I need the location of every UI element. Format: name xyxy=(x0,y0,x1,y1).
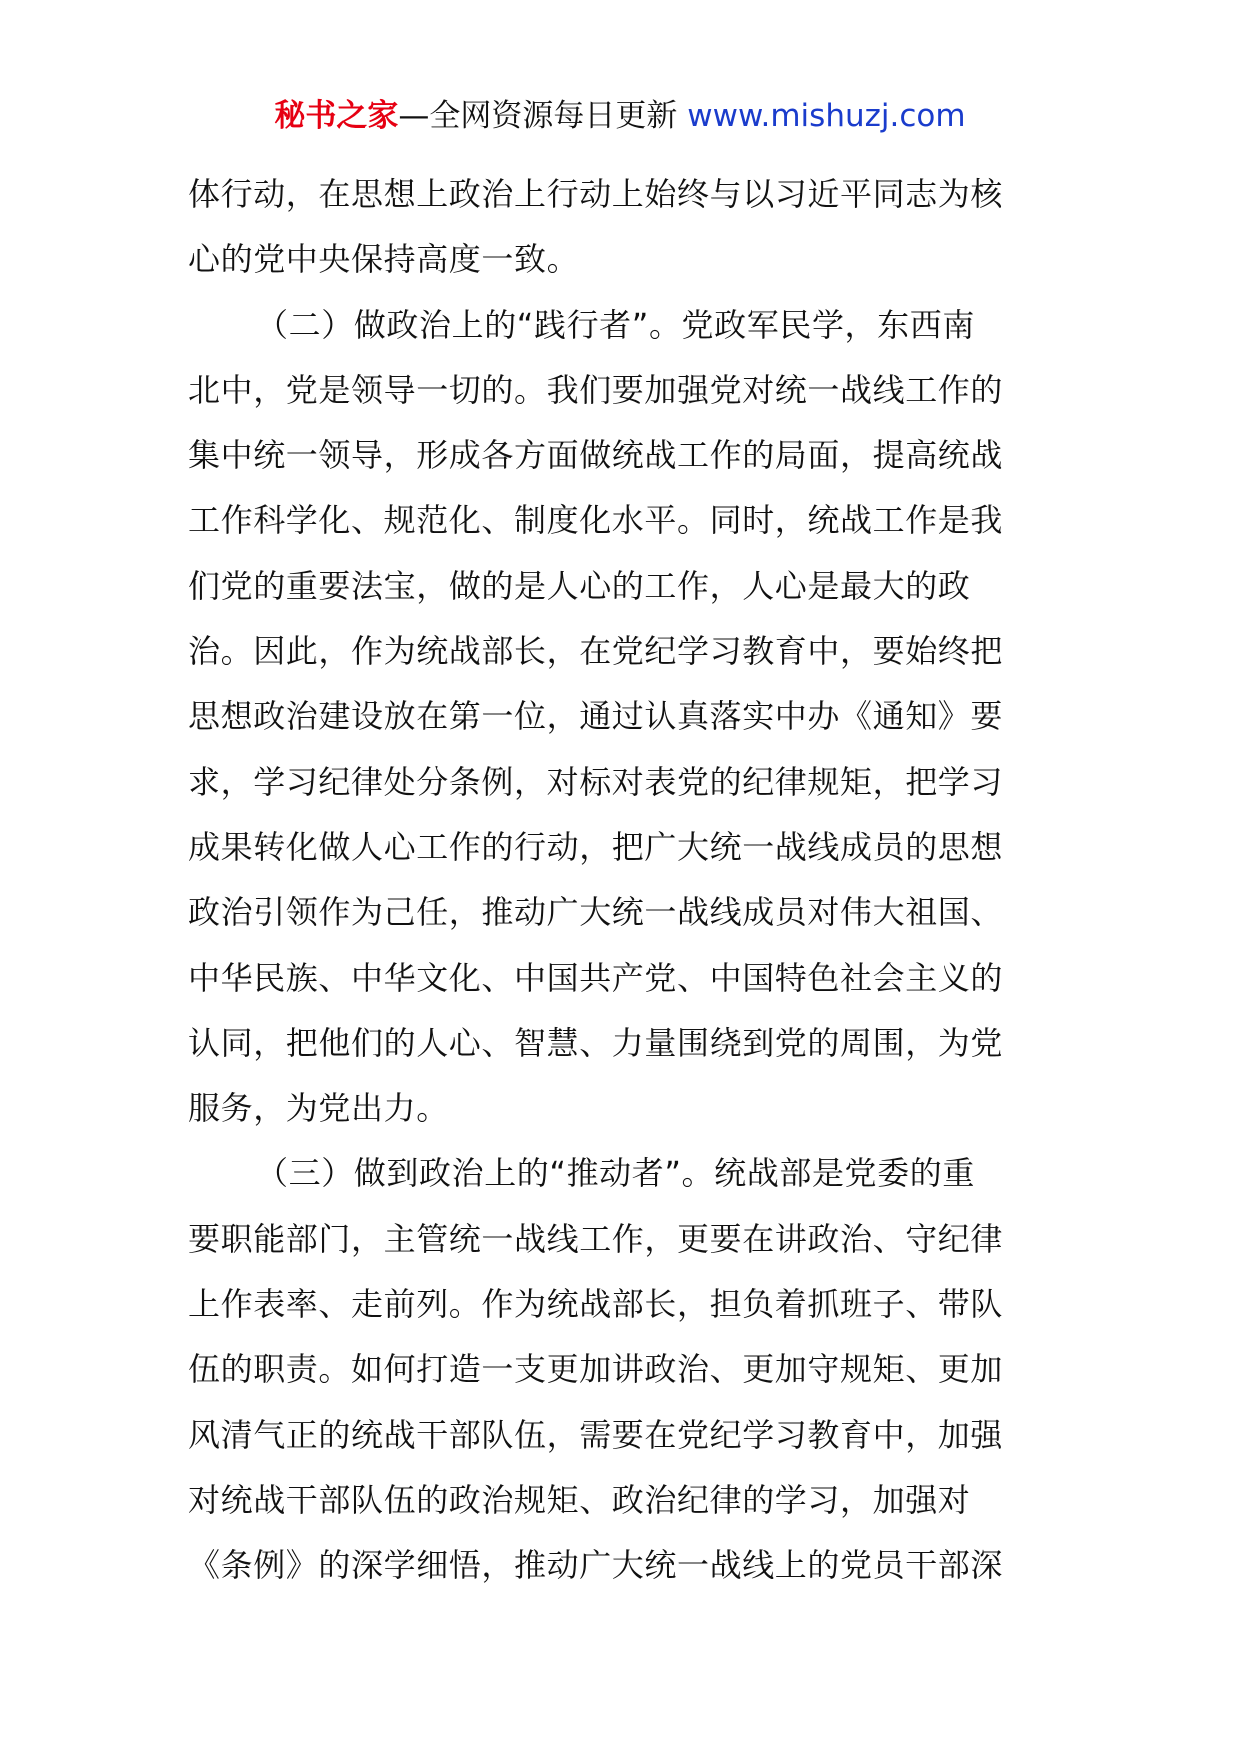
text-line: 工作科学化、规范化、制度化水平。同时，统战工作是我 xyxy=(188,501,1004,540)
paragraph-section-2 xyxy=(188,293,1058,1142)
text-line: 政治引领作为己任，推动广大统一战线成员对伟大祖国、 xyxy=(188,893,1004,932)
text-line: 对统战干部队伍的政治规矩、政治纪律的学习，加强对 xyxy=(188,1480,971,1519)
text-line: 认同，把他们的人心、智慧、力量围绕到党的周围，为党 xyxy=(188,1023,1004,1062)
document-body xyxy=(188,162,1058,1599)
text-line: 们党的重要法宝，做的是人心的工作，人心是最大的政 xyxy=(188,566,971,605)
text-line: 体行动，在思想上政治上行动上始终与以习近平同志为核 xyxy=(188,175,1004,213)
site-url-link[interactable]: www.mishuzj.com xyxy=(687,98,966,134)
section-heading-line: （三）做到政治上的“推动者”。统战部是党委的重 xyxy=(256,1154,975,1193)
text-line: 风清气正的统战干部队伍，需要在党纪学习教育中，加强 xyxy=(188,1415,1004,1454)
text-line: 心的党中央保持高度一致。 xyxy=(188,240,580,279)
text-line: 成果转化做人心工作的行动，把广大统一战线成员的思想 xyxy=(188,827,1004,866)
site-banner xyxy=(0,96,1240,136)
text-line: 北中，党是领导一切的。我们要加强党对统一战线工作的 xyxy=(188,370,1004,409)
text-line: 上作表率、走前列。作为统战部长，担负着抓班子、带队 xyxy=(188,1285,1004,1324)
paragraph-continuation xyxy=(188,162,1058,293)
text-line: 集中统一领导，形成各方面做统战工作的局面，提高统战 xyxy=(188,436,1004,475)
text-line: 求，学习纪律处分条例，对标对表党的纪律规矩，把学习 xyxy=(188,762,1004,801)
text-line: 《条例》的深学细悟，推动广大统一战线上的党员干部深 xyxy=(188,1546,1004,1585)
text-line: 思想政治建设放在第一位，通过认真落实中办《通知》要 xyxy=(188,697,1004,736)
text-line: 伍的职责。如何打造一支更加讲政治、更加守规矩、更加 xyxy=(188,1350,1004,1389)
text-line: 治。因此，作为统战部长，在党纪学习教育中，要始终把 xyxy=(188,632,1004,671)
text-line: 要职能部门，主管统一战线工作，更要在讲政治、守纪律 xyxy=(188,1219,1004,1258)
text-line: 中华民族、中华文化、中国共产党、中国特色社会主义的 xyxy=(188,958,1004,997)
site-slogan: —全网资源每日更新 xyxy=(398,98,678,134)
paragraph-section-3 xyxy=(188,1141,1058,1598)
text-line: 服务，为党出力。 xyxy=(188,1089,449,1128)
section-heading-line: （二）做政治上的“践行者”。党政军民学，东西南 xyxy=(256,305,975,344)
site-brand-name: 秘书之家 xyxy=(274,98,399,134)
